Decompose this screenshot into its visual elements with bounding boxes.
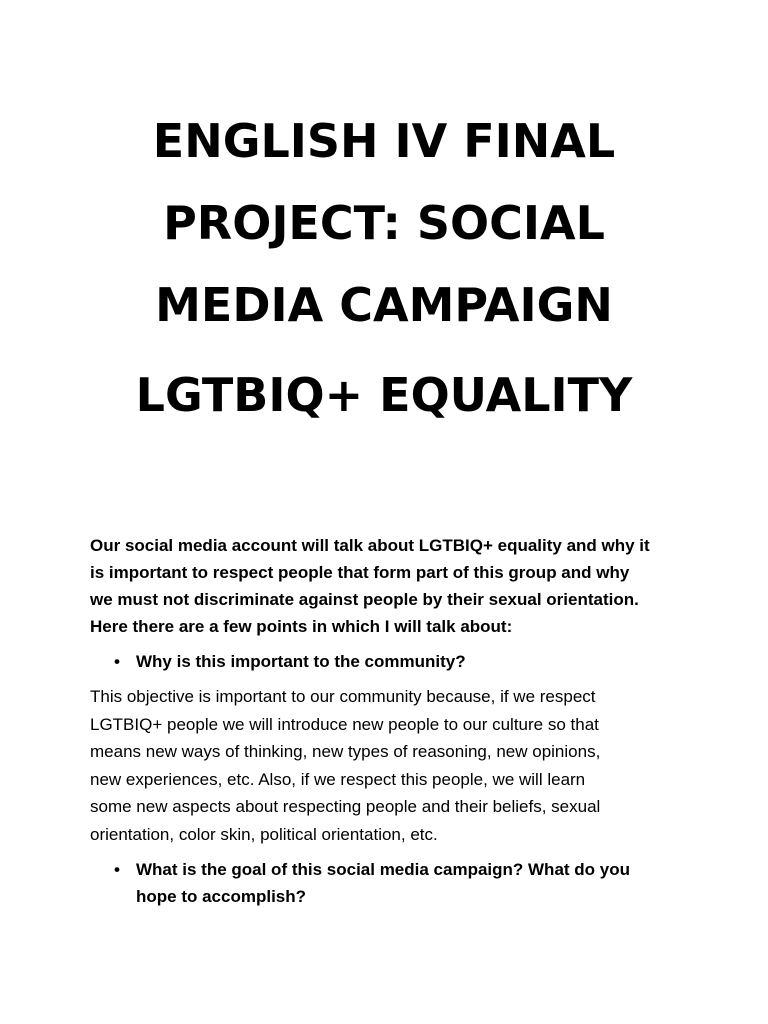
bullet-dot-icon: • [114, 860, 120, 879]
title-line: ENGLISH IV FINAL [152, 114, 616, 168]
bullet-dot-icon: • [114, 652, 120, 671]
paragraph-line: some new aspects about respecting people and their beliefs, sexual [90, 797, 601, 816]
bullet-item-goal [90, 856, 690, 910]
paragraph-line: new experiences, etc. Also, if we respect this people, we will learn [90, 769, 586, 789]
document-title [60, 100, 708, 436]
document-body [90, 532, 690, 918]
bullet-text: hope to accomplish? [136, 887, 307, 906]
paragraph-line: means new ways of thinking, new types of reasoning, new opinions, [90, 742, 601, 761]
title-line: PROJECT: SOCIAL [163, 196, 605, 250]
paragraph-line: This objective is important to our community because, if we respect [90, 687, 596, 706]
paragraph-line: orientation, color skin, political orientation, etc. [90, 824, 438, 844]
intro-line: we must not discriminate against people by their sexual orientation. [90, 590, 639, 609]
title-line: MEDIA CAMPAIGN [155, 278, 613, 332]
body-paragraph [90, 683, 690, 848]
bullet-text: What is the goal of this social media campaign? What do you [136, 860, 630, 879]
document-subtitle: LGTBIQ+ EQUALITY [135, 368, 633, 422]
bullet-item-community [90, 648, 690, 675]
bullet-text: Why is this important to the community? [136, 652, 466, 671]
intro-line: Here there are a few points in which I will talk about: [90, 617, 513, 636]
intro-line: Our social media account will talk about LGTBIQ+ equality and why it [90, 536, 650, 555]
intro-line: is important to respect people that form part of this group and why [90, 563, 630, 582]
paragraph-line: LGTBIQ+ people we will introduce new people to our culture so that [90, 714, 599, 734]
intro-paragraph [90, 532, 690, 640]
